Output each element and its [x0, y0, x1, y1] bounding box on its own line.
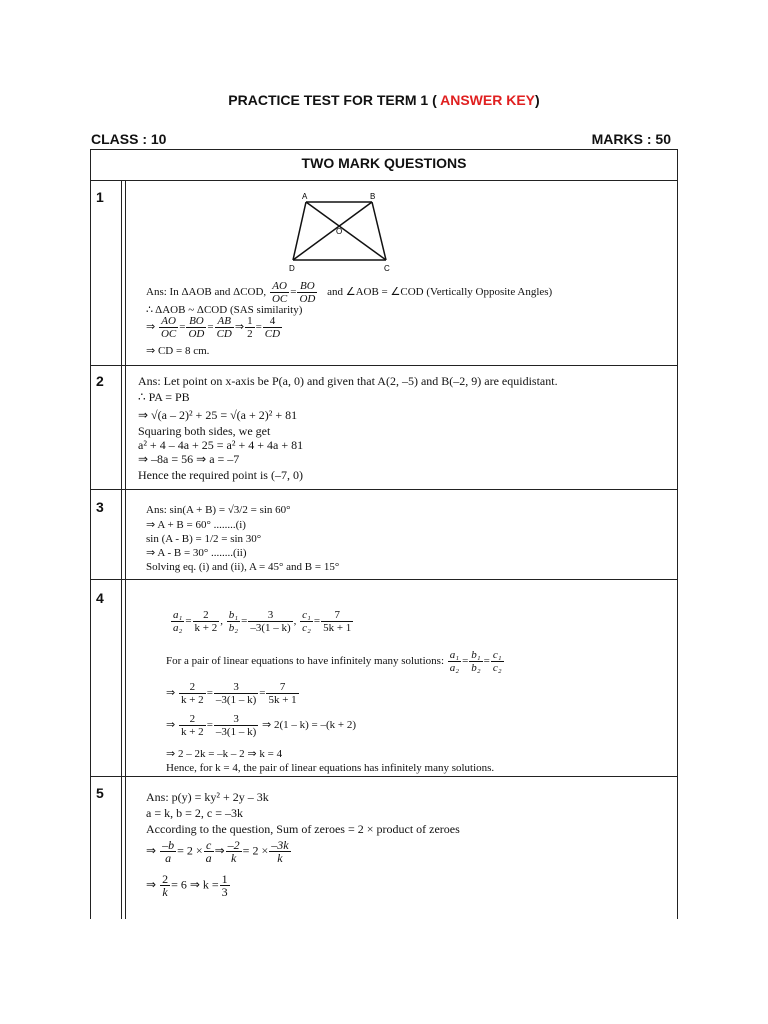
fraction [171, 609, 184, 634]
numerator: 2 [162, 872, 169, 886]
numerator: 3 [214, 713, 258, 726]
equals: = [462, 655, 469, 668]
q2-answer-line-4: Squaring both sides, we get [138, 424, 271, 438]
question-number: 3 [96, 499, 104, 515]
fraction [215, 315, 234, 340]
numerator: 2 [179, 681, 206, 694]
equals: = [179, 321, 186, 334]
implies: ⇒ [146, 321, 156, 334]
numerator: 7 [266, 681, 298, 694]
answer-key-label: ANSWER KEY [440, 92, 536, 108]
denominator: –3(1 – k) [215, 726, 257, 738]
q2-answer-line-1: Ans: Let point on x-axis be P(a, 0) and given that A(2, –5) and B(–2, 9) are equidistant. [138, 374, 558, 388]
question-number: 5 [96, 785, 104, 801]
text: ⇒ 2(1 – k) = –(k + 2) [261, 719, 357, 732]
vertex-b-label: B [370, 192, 376, 201]
fraction [159, 315, 178, 340]
denominator: CD [216, 328, 232, 340]
denominator: k + 2 [194, 622, 218, 634]
q3-answer-line-4: ⇒ A - B = 30° ........(ii) [146, 547, 247, 559]
row-divider [90, 180, 678, 181]
q3-answer-line-3: sin (A - B) = 1/2 = sin 30° [146, 533, 262, 545]
q5-answer-line-5 [146, 873, 231, 898]
numerator: –b [162, 838, 175, 852]
question-number: 2 [96, 373, 104, 389]
numerator: a₁ [449, 649, 460, 661]
question-number: 1 [96, 189, 104, 205]
q5-answer-line-4 [146, 839, 292, 864]
fraction [226, 839, 242, 864]
q2-answer-line-6: ⇒ –8a = 56 ⇒ a = –7 [138, 452, 240, 466]
equals: = [206, 687, 213, 700]
question-number: 4 [96, 590, 104, 606]
denominator: b₂ [228, 622, 239, 634]
q4-ratio-line: $\frac{\text{a₁}}{\text{a₂}}$ = $\frac{2}{k + 2}$ , $\frac{\text{b₁}}{\text{b₂}}$ = $\frac{3}{-3(1 - k)}$ , $\frac{\text{c₁}}{\text{c₂}}$ = $\frac{7}{5k + 1}$ [173, 609, 352, 634]
row-divider [90, 776, 678, 777]
q4-step-2 [166, 713, 356, 738]
numerator: 7 [321, 609, 353, 622]
denominator: a [205, 851, 212, 865]
numerator: c₁ [492, 649, 502, 661]
fraction [214, 681, 258, 706]
q1-answer-line-2: ∴ ΔAOB ~ ΔCOD (SAS similarity) [146, 304, 303, 316]
denominator: CD [264, 328, 281, 340]
denominator: 5k + 1 [268, 694, 297, 706]
fraction [300, 609, 313, 634]
denominator: 5k + 1 [323, 622, 352, 634]
vertex-a-label: A [302, 192, 308, 201]
fraction [321, 609, 353, 634]
implies: ⇒ [214, 843, 225, 858]
equals: = [255, 321, 262, 334]
denominator: k [162, 885, 168, 899]
numerator: 1 [247, 315, 253, 327]
q4-step-3: ⇒ 2 – 2k = –k – 2 ⇒ k = 4 [166, 748, 283, 760]
fraction [214, 713, 258, 738]
row-divider [90, 489, 678, 490]
q2-answer-line-7: Hence the required point is (–7, 0) [138, 468, 303, 482]
fraction [179, 681, 206, 706]
number-column-divider-inner [125, 180, 126, 919]
trapezium-figure [280, 190, 400, 275]
q1-answer-line-3 [146, 315, 283, 340]
text: = 6 ⇒ k = [171, 877, 219, 892]
numerator: 4 [263, 315, 282, 328]
q3-answer-line-5: Solving eq. (i) and (ii), A = 45° and B = 15° [146, 561, 340, 573]
denominator: a [165, 851, 172, 865]
fraction [448, 649, 461, 674]
point-o-label: O [336, 227, 343, 236]
q4-condition-line [166, 649, 505, 674]
fraction [193, 609, 220, 634]
numerator: 1 [221, 872, 228, 886]
diagonal-bd [293, 202, 372, 260]
fraction [491, 649, 504, 674]
fraction [179, 713, 206, 738]
numerator: –2 [227, 838, 240, 852]
denominator: OC [160, 328, 177, 340]
denominator: 2 [247, 328, 253, 340]
equals: = [185, 615, 192, 628]
q4-conclusion: Hence, for k = 4, the pair of linear equations has infinitely many solutions. [166, 762, 495, 774]
numerator: b₁ [471, 649, 481, 661]
q3-answer-line-2: ⇒ A + B = 60° ........(i) [146, 519, 246, 531]
numerator: BO [297, 280, 317, 293]
text: = 2 × [177, 843, 203, 858]
implies: ⇒ [166, 719, 176, 732]
fraction [204, 839, 214, 864]
row-divider [90, 579, 678, 580]
implies: ⇒ [146, 843, 157, 858]
fraction [160, 873, 170, 898]
denominator: c₂ [302, 622, 311, 634]
fraction [248, 609, 292, 634]
number-column-divider [121, 180, 122, 919]
q2-answer-line-3: ⇒ √(a – 2)² + 25 = √(a + 2)² + 81 [138, 408, 298, 422]
numerator: BO [186, 315, 206, 328]
text: Ans: In ΔAOB and ΔCOD, [146, 286, 267, 299]
denominator: b₂ [471, 662, 481, 674]
implies: ⇒ [234, 321, 245, 334]
numerator: b₁ [228, 609, 239, 621]
denominator: a₂ [449, 662, 460, 674]
fraction [186, 315, 206, 340]
fraction [227, 609, 240, 634]
table-border-left [90, 149, 91, 919]
text: = 2 × [242, 843, 269, 858]
numerator: 3 [248, 609, 292, 622]
denominator: OD [188, 328, 205, 340]
vertex-c-label: C [384, 264, 390, 273]
q5-answer-line-2: a = k, b = 2, c = –3k [146, 806, 243, 820]
denominator: k [277, 851, 283, 865]
vertex-d-label: D [289, 264, 295, 273]
equals: = [290, 286, 297, 299]
numerator: AO [270, 280, 289, 293]
equals: = [207, 321, 214, 334]
numerator: 3 [214, 681, 258, 694]
q5-answer-line-1: Ans: p(y) = ky² + 2y – 3k [146, 790, 269, 804]
q2-answer-line-5: a² + 4 – 4a + 25 = a² + 4 + 4a + 81 [138, 438, 304, 452]
page-title [0, 92, 768, 108]
denominator: a₂ [173, 622, 183, 634]
denominator: –3(1 – k) [215, 694, 257, 706]
denominator: k + 2 [180, 726, 204, 738]
denominator: k [231, 851, 237, 865]
equals: = [241, 615, 248, 628]
implies: ⇒ [146, 877, 157, 892]
numerator: c [204, 839, 214, 852]
denominator: OC [271, 293, 288, 305]
fraction [263, 315, 282, 340]
equals: = [206, 719, 213, 732]
equals: = [313, 615, 321, 628]
q4-step-1 [166, 681, 300, 706]
fraction [220, 873, 230, 898]
q3-answer-line-1: Ans: sin(A + B) = √3/2 = sin 60° [146, 504, 291, 516]
fraction [269, 839, 290, 864]
equals: = [259, 687, 266, 700]
fraction [160, 839, 176, 864]
section-title: TWO MARK QUESTIONS [301, 155, 467, 171]
numerator: 2 [193, 609, 220, 622]
q5-answer-line-3: According to the question, Sum of zeroes = 2 × product of zeroes [146, 822, 460, 836]
denominator: OD [299, 293, 316, 305]
title-text: PRACTICE TEST FOR TERM 1 ( [228, 92, 441, 108]
denominator: k + 2 [180, 694, 204, 706]
q1-answer-line-4: ⇒ CD = 8 cm. [146, 345, 210, 357]
numerator: a₁ [173, 609, 183, 621]
numerator: c₁ [302, 609, 311, 621]
answer-table [90, 149, 678, 919]
table-border-top [90, 149, 678, 150]
text: For a pair of linear equations to have infinitely many solutions: [166, 655, 444, 668]
marks-label: MARKS : 50 [591, 131, 671, 147]
denominator: –3(1 – k) [250, 622, 291, 634]
fraction [469, 649, 482, 674]
implies: ⇒ [166, 687, 176, 700]
class-label: CLASS : 10 [91, 131, 167, 147]
equals: = [483, 655, 490, 668]
denominator: c₂ [492, 662, 502, 674]
numerator: –3k [271, 838, 289, 852]
numerator: 2 [179, 713, 206, 726]
denominator: 3 [221, 885, 228, 899]
text: and ∠AOB = ∠COD (Vertically Opposite Angles) [327, 286, 553, 299]
fraction [245, 315, 255, 340]
table-border-right [677, 149, 678, 919]
row-divider [90, 365, 678, 366]
q2-answer-line-2: ∴ PA = PB [138, 390, 190, 404]
numerator: AO [159, 315, 178, 328]
fraction [266, 681, 298, 706]
numerator: AB [215, 315, 234, 328]
title-close: ) [535, 92, 540, 108]
